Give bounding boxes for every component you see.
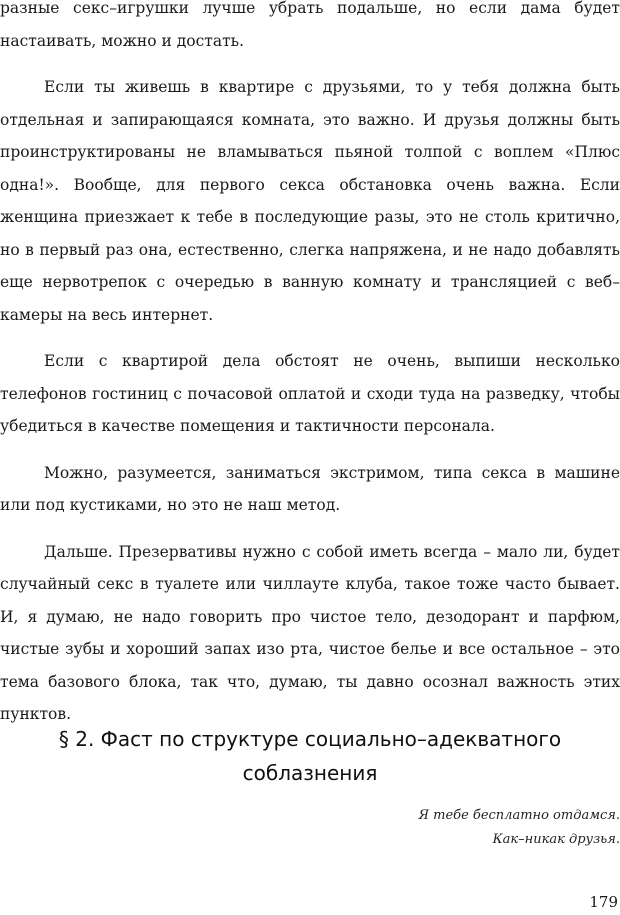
epigraph-line-1: Я тебе бесплатно отдамся. — [418, 808, 620, 823]
paragraph-condoms-hygiene: Дальше. Презервативы нужно с собой иметь всегда – мало ли, будет случайный секс в туалете или чиллауте клуба, такое тоже часто бывает. И, я думаю, не надо говорить про чистое тело, дезодорант и парфюм, чистые зубы и хороший запах изо рта, чистое белье и все остальное – это тема базового блока, так что, думаю, ты давно осознал важность этих пунктов. — [0, 542, 620, 723]
paragraph-hotel: Если с квартирой дела обстоят не очень, выпиши несколько телефонов гостиниц с почасовой оплатой и сходи туда на разведку, чтобы убедиться в качестве помещения и тактичности персонала. — [0, 352, 620, 435]
section-heading — [0, 722, 620, 790]
epigraph — [320, 804, 620, 852]
paragraph-apartment-friends: Если ты живешь в квартире с друзьями, то у тебя должна быть отдельная и запирающаяся комната, это важно. И друзья должны быть проинструктированы не вламываться пьяной толпой с воплем «Плюс одна!». Вообще, для первого секса обстановка очень важна. Если женщина приезжает к тебе в последующие разы, это не столь критично, но в первый раз она, естественно, слегка напряжена, и не надо добавлять еще нервотрепок с очередью в ванную комнату и трансляцией с веб–камеры на весь интернет. — [0, 78, 620, 324]
section-heading-line-1: § 2. Фаст по структуре социально–адекватного — [58, 727, 562, 751]
page-number: 179 — [589, 893, 618, 911]
section-heading-line-2: соблазнения — [242, 761, 378, 785]
paragraph-continuation: разные секс–игрушки лучше убрать подальше, но если дама будет настаивать, можно и достать. — [0, 0, 620, 50]
epigraph-line-2: Как–никак друзья. — [492, 832, 620, 847]
paragraph-extreme: Можно, разумеется, заниматься экстримом, типа секса в машине или под кустиками, но это не наш метод. — [0, 463, 620, 514]
